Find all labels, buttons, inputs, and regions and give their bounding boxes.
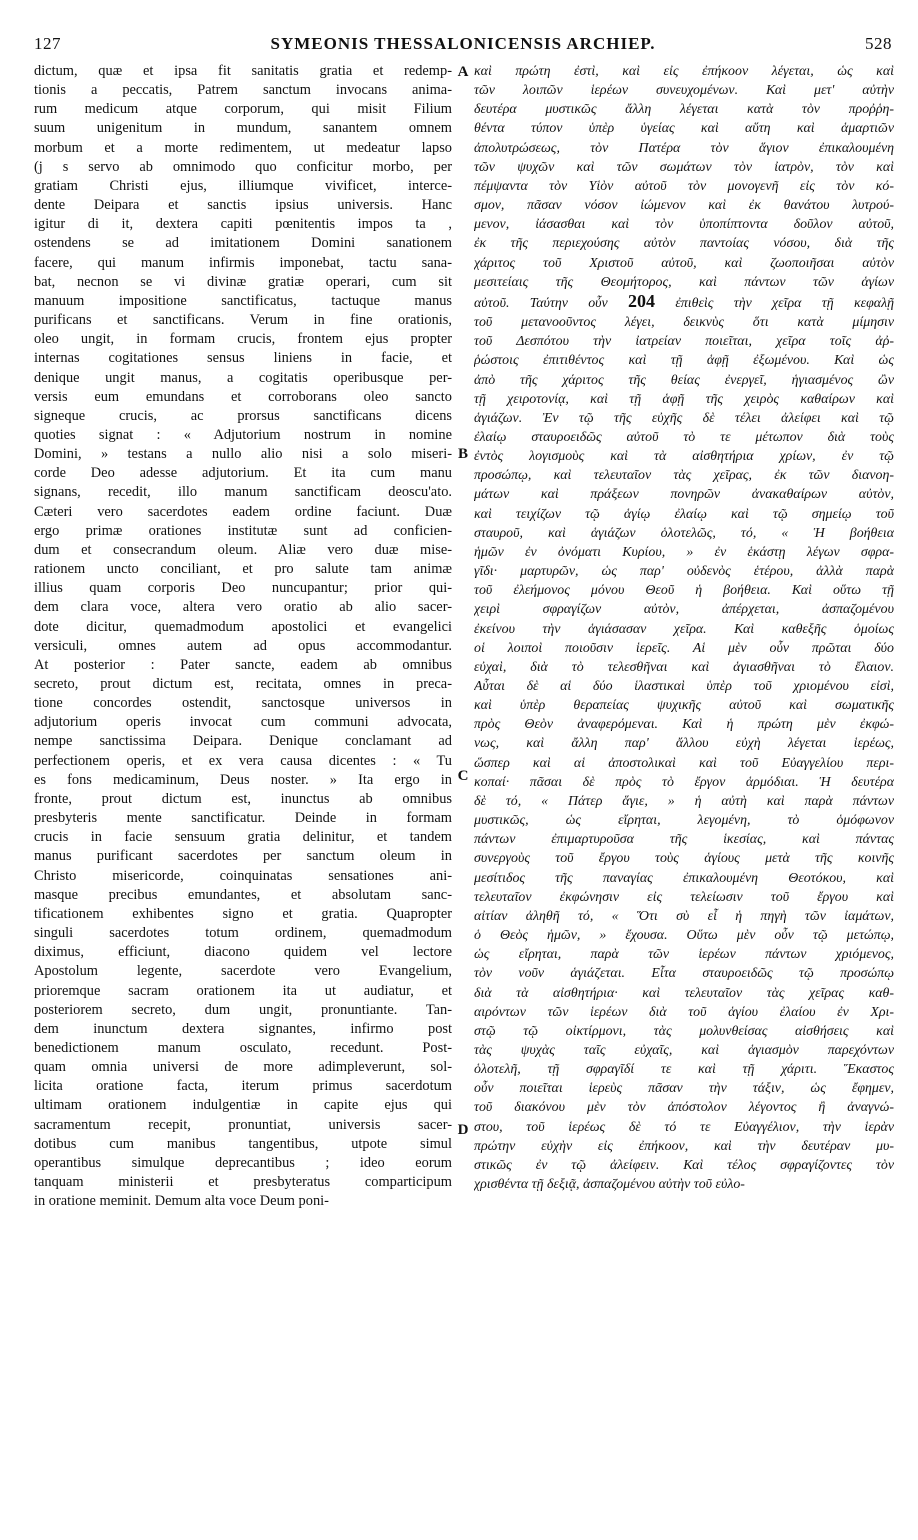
greek-line: μάτων καὶ πράξεων πονηρῶν ἀνακαθαίρων αὐτὸν, bbox=[474, 487, 894, 503]
section-marker-b: B bbox=[457, 446, 468, 462]
latin-line: Domini, » testans a nullo alio nisi a solo miseri- bbox=[34, 446, 452, 463]
latin-line: bat, necnon se vi divinæ gratiæ operari, cum sit bbox=[34, 273, 452, 290]
latin-line: dictum, quæ et ipsa fit sanitatis gratia et redemp- bbox=[34, 63, 452, 79]
latin-line: fronte, prout dictum est, inunctus ab omnibus bbox=[34, 790, 452, 807]
latin-line: oleo ungit, in formam crucis, frontem ejus propter bbox=[34, 331, 452, 348]
latin-line: suum unigenitum in mundum, sanantem omnem bbox=[34, 120, 452, 137]
latin-line: morbum et a morte redimentem, ut medeatur lapso bbox=[34, 139, 452, 156]
greek-line: κοπαί· πᾶσαι δὲ πρὸς τὸ ἔργον ἁρμόδιαι. Ἡ δευτέρα bbox=[474, 774, 894, 790]
latin-line: internas cogitationes sensus liniens in facie, et bbox=[34, 350, 452, 367]
latin-line: ergo primæ orationes institutæ sunt ad conficien- bbox=[34, 522, 452, 539]
latin-line: adjutorium operis invocat cum communi advocata, bbox=[34, 714, 452, 731]
greek-line: χάριτος τοῦ Χριστοῦ αὐτοῦ, καὶ ζωοποιῆσαι αὐτὸν bbox=[474, 255, 894, 271]
latin-line: gratiam Christi ejus, illiumque vivificet, interce- bbox=[34, 177, 452, 194]
greek-line: ἐντὸς λογισμοὺς καὶ τὰ αἰσθητήρια χρίων, ἐν τῷ bbox=[474, 449, 894, 465]
latin-line: facere, qui manum infirmis imponebat, tactu sana- bbox=[34, 254, 452, 271]
latin-line: prioremque sacram orationem ita ut audiatur, et bbox=[34, 982, 452, 999]
greek-line: αιρόντων τῶν ἱερέων διὰ τοῦ ἁγίου ἐλαίου ἐν Χρι- bbox=[474, 1004, 894, 1020]
greek-line: μυστικῶς, ὡς εἴρηται, λεγομένη, τὸ ὁμόφωνον bbox=[474, 813, 894, 829]
latin-line: masque precibus emundantes, et absolutam sanc- bbox=[34, 886, 452, 903]
greek-line: αἰτίαν ἀληθῆ τό, « Ὅτι σὺ εἶ ἡ πηγὴ τῶν ἰαμάτων, bbox=[474, 908, 894, 924]
latin-line: posteriorem secreto, dum ungit, pronuntiante. Tan- bbox=[34, 1001, 452, 1018]
greek-line: μεσιτείαις τῆς Θεομήτορος, καὶ πάντων τῶν ἁγίων bbox=[474, 274, 894, 290]
page-header bbox=[34, 34, 892, 56]
latin-line: signeque crucis, ac prorsus sanctificans dicens bbox=[34, 407, 452, 424]
latin-line: secreto, prout dictum est, recitata, omnes in preca- bbox=[34, 676, 452, 692]
latin-line: dum et consecrandum oleum. Aliæ vero duæ mise- bbox=[34, 541, 452, 558]
latin-line: presbyteris mente sanctificatur. Deinde in formam bbox=[34, 810, 452, 827]
latin-line: Cæteri vero sacerdotes eadem ordine faciunt. Duæ bbox=[34, 503, 452, 520]
latin-line: Apostolum legente, sacerdote vero Evangelium, bbox=[34, 963, 452, 980]
latin-line: tionis a peccatis, Patrem sanctum invocans anima- bbox=[34, 82, 452, 99]
latin-line: illius quam corporis Deo nuncupantur; prior qui- bbox=[34, 580, 452, 597]
latin-line: versiculi, omnes autem ad opus accommodantur. bbox=[34, 637, 452, 654]
greek-line: τῶν ψυχῶν καὶ τῶν σωμάτων τὸν ἰατρὸν, τὸν καὶ bbox=[474, 159, 894, 175]
greek-line: πέμψαντα τὸν Υἱὸν αὐτοῦ τὸν μονογενῆ εἰς τὸν κό- bbox=[474, 178, 894, 194]
section-marker-a: A bbox=[457, 64, 469, 80]
greek-line: ὡς εἴρηται, παρὰ τῶν ἱερέων πάντων χριόμενος, bbox=[474, 947, 894, 963]
greek-line: στῷ τῷ οἰκτίρμονι, τὰς μολυνθείσας αἰσθήσεις καὶ bbox=[474, 1023, 894, 1039]
page-number-left: 127 bbox=[34, 34, 61, 53]
greek-line: πάντων ἐπιμαρτυροῦσα τῆς ἱκεσίας, καὶ πάντας bbox=[474, 832, 894, 848]
section-marker-c: C bbox=[457, 768, 469, 784]
greek-line: μενον, ἰάσασθαι καὶ τὸν ὑποπίπτοντα δοῦλον αὐτοῦ, bbox=[474, 217, 894, 233]
greek-column bbox=[474, 62, 894, 1522]
latin-line: ultimam orationem indulgentiæ in capite ejus qui bbox=[34, 1097, 452, 1114]
latin-line: operantibus simulque deprecantibus ; ideo eorum bbox=[34, 1154, 452, 1171]
greek-line: μεσίτιδος τῆς παναγίας ἐπικαλουμένη Θεοτόκου, καὶ bbox=[474, 870, 894, 886]
latin-line: singuli sacerdotes totum ordinem, quemadmodum bbox=[34, 925, 452, 942]
greek-line: δευτέρα μυστικῶς ἄλλη λέγεται κατὰ τὸν προῤῥη- bbox=[474, 102, 894, 118]
latin-line: Christo misericorde, coinquinatas sensationes ani- bbox=[34, 867, 452, 884]
greek-line: ἐκείνου τὴν ἁγιάσασαν χεῖρα. Καὶ καθεξῆς ὁμοίως bbox=[474, 621, 894, 637]
greek-line: εὐχαὶ, διὰ τὸ τελεσθῆναι καὶ ἁγιασθῆναι τὸ ἔλαιον. bbox=[474, 659, 894, 675]
greek-line: τοῦ Δεσπότου τὴν ἰατρείαν ποιεῖται, χεῖρα τοῖς ἀῤ- bbox=[474, 334, 894, 350]
greek-line: διὰ τὰ αἰσθητήρια· καὶ τελευταῖον τὰς χεῖρας καθ- bbox=[474, 985, 894, 1001]
greek-line-part: αὐτοῦ. Ταύτην οὖν bbox=[474, 295, 608, 311]
greek-line: χρισθέντα τῇ δεξιᾷ, ἀσπαζομένου αὐτὴν τοῦ εὐλο- bbox=[474, 1177, 745, 1193]
greek-line: τὸν νοῦν ἁγιάζεται. Εἶτα σταυροειδῶς τῷ προσώπῳ bbox=[474, 966, 894, 982]
latin-line: crucis in facie sensuum gratia delinitur, et tandem bbox=[34, 829, 452, 846]
greek-line: καὶ ὑπὲρ θεραπείας ψυχικῆς αὐτοῦ καὶ σωματικῆς bbox=[474, 698, 894, 714]
greek-line: ἐλαίῳ σταυροειδῶς αὐτοῦ τὸ τε μέτωπον διὰ τοὺς bbox=[474, 429, 894, 445]
latin-line: perfectionem operis, et ex vera causa dicentes : « Tu bbox=[34, 752, 452, 769]
latin-line: tificationem exhibentes signo et gratia. Quapropter bbox=[34, 905, 452, 922]
greek-line: τελευταῖον ἐκφώνησιν εἰς τελείωσιν τοῦ ἔργου καὶ bbox=[474, 889, 894, 905]
greek-line: θέντα τύπον ὑπὲρ ὑγείας καὶ αὕτη καὶ ἁμαρτιῶν bbox=[474, 121, 894, 137]
greek-line: ἐκ τῆς περιεχούσης αὐτὸν παντοίας νόσου, διὰ τῆς bbox=[474, 236, 894, 252]
latin-line: dem clara voce, altera vero oratio ab alio sacer- bbox=[34, 599, 452, 616]
greek-line: ὁ Θεὸς ἡμῶν, » ἔχουσα. Οὕτω μὲν οὖν τῷ μετώπῳ, bbox=[474, 928, 894, 944]
latin-line: manuum impositione sanctificatus, tactuque manus bbox=[34, 292, 452, 309]
greek-line: στου, τοῦ ἱερέως δὲ τό τε Εὐαγγέλιον, τὴν ἱερὰν bbox=[474, 1119, 894, 1135]
column-number: 204 bbox=[628, 291, 656, 311]
greek-line: χειρὶ σφραγίζων αὐτὸν, ἀπέρχεται, ἀσπαζομένου bbox=[474, 602, 894, 618]
latin-line: denique ungit manus, a cogitatis operibusque per- bbox=[34, 369, 452, 386]
greek-line: ἡμῶν ἐν ὀνόματι Κυρίου, » ἐν ἑκάστῃ λέγων σφρα- bbox=[474, 544, 894, 560]
greek-line: οὖν ποιεῖται ἱερεὺς πᾶσαν τὴν τάξιν, ὡς ἔφημεν, bbox=[474, 1081, 894, 1097]
latin-line: sacramentum recepit, pronuntiat, universis sacer- bbox=[34, 1116, 452, 1133]
greek-line: δὲ τό, « Πάτερ ἅγιε, » ἡ αὐτὴ καὶ παρὰ πάντων bbox=[474, 793, 894, 809]
latin-line: licita oratione facta, iterum primus sacerdotum bbox=[34, 1078, 452, 1095]
greek-line: ὥσπερ καὶ αἱ ἀποστολικαὶ καὶ τοῦ Εὐαγγελίου περι- bbox=[474, 755, 894, 771]
latin-line: benedictionem manum osculato, recedunt. Post- bbox=[34, 1039, 452, 1056]
latin-line: ostendens se ad imitationem Domini sanationem bbox=[34, 235, 452, 252]
greek-line: τοῦ διακόνου μὲν τὸν ἀπόστολον λέγοντος ἢ ἀναγνώ- bbox=[474, 1100, 894, 1116]
greek-line: ἁγιάζων. Ἐν τῷ τῆς εὐχῆς δὲ τέλει ἀλείφει καὶ τῷ bbox=[474, 410, 894, 426]
greek-line: τοῦ ἐλεήμονος μόνου Θεοῦ ἡ βοήθεια. Καὶ οὕτω τῇ bbox=[474, 583, 894, 599]
greek-line: προσώπῳ, καὶ τελευταῖον τὰς χεῖρας, ἐκ τῶν διανοη- bbox=[474, 468, 894, 484]
latin-line: quoties signat : « Adjutorium nostrum in nomine bbox=[34, 426, 452, 443]
greek-line: ὁλοτελῆ, τῇ σφραγῖδί τε καὶ τῇ χάριτι. Ἕκαστος bbox=[474, 1062, 894, 1078]
latin-line: purificans et sanctificans. Verum in fine orationis, bbox=[34, 312, 452, 329]
latin-line: manus purificant sacerdotes per sanctum oleum in bbox=[34, 848, 452, 865]
latin-line: nempe sanctissima Deipara. Denique conclamant ad bbox=[34, 733, 452, 750]
greek-line: γῖδι· μαρτυρῶν, ὡς παρ' οὐδενὸς ἑτέρου, ἀλλὰ παρὰ bbox=[474, 564, 894, 580]
latin-line: dotibus cum manibus tangentibus, utpote simul bbox=[34, 1135, 452, 1152]
greek-line: τὰς ψυχὰς ταῖς εὐχαῖς, καὶ ἁγιασμὸν παρεχόντων bbox=[474, 1042, 894, 1058]
latin-line: corde Deo adesse adjutorium. Et ita cum manu bbox=[34, 465, 452, 482]
greek-line: σμον, πᾶσαν νόσον ἰώμενον καὶ ἐκ θανάτου λυτρού- bbox=[474, 198, 894, 214]
latin-line: rum medicum atque corporum, qui misit Filium bbox=[34, 101, 452, 118]
latin-line: rationem uncto conciliant, et pro salute tam animæ bbox=[34, 561, 452, 578]
latin-line: es fons medicaminum, Deus noster. » Ita ergo in bbox=[34, 771, 452, 788]
greek-line: τῶν λοιπῶν ἱερέων συνευχομένων. Καὶ μετ' αὐτὴν bbox=[474, 83, 894, 99]
greek-line: ἀπὸ τῆς χάριτος τῆς θείας ἐνεργεῖ, ἡγιασμένος ὢν bbox=[474, 372, 894, 388]
greek-line: τῇ χειροτονίᾳ, καὶ τῇ ἁφῇ τῆς χειρὸς καθαίρων καὶ bbox=[474, 391, 894, 407]
latin-line: tanquam ministerii et presbyteratus comparticipum bbox=[34, 1174, 452, 1191]
greek-line: ἀπολυτρώσεως, τὸν Πατέρα τὸν ἅγιον ἐπικαλουμένη bbox=[474, 140, 894, 156]
latin-line: tione concordes ostendit, sanctosque universos in bbox=[34, 695, 452, 712]
running-title: SYMEONIS THESSALONICENSIS ARCHIEP. bbox=[270, 34, 656, 53]
latin-line: At posterior : Pater sancte, eadem ab omnibus bbox=[34, 656, 452, 673]
latin-line: diximus, efficiunt, diacono quidem vel lectore bbox=[34, 944, 452, 961]
latin-line: in oratione meminit. Demum alta voce Deum poni- bbox=[34, 1193, 329, 1210]
greek-line: σταυροῦ, καὶ ἁγιάζων ὁλοτελῶς, τό, « Ἡ βοήθεια bbox=[474, 525, 894, 541]
latin-line: quam omnia universi de more adimpleverunt, sol- bbox=[34, 1059, 452, 1076]
greek-line: καὶ τειχίζων τῷ ἁγίῳ ἐλαίῳ καὶ τῷ σημείῳ τοῦ bbox=[474, 506, 894, 522]
latin-line: dem inunctum dextera signantes, infirmo post bbox=[34, 1020, 452, 1037]
greek-line: νως, καὶ ἄλλη παρ' ἄλλου εὐχὴ λέγεται ἱερέως, bbox=[474, 736, 894, 752]
greek-line: πρώτην εὐχὴν εἰς ἐπήκοον, καὶ τὴν δευτέραν μυ- bbox=[474, 1138, 894, 1154]
page-number-right: 528 bbox=[865, 34, 892, 53]
latin-line: igitur di it, dextera capiti pœnitentis impos ta , bbox=[34, 216, 452, 233]
greek-line: πρὸς Θεὸν ἀναφερόμεναι. Καὶ ἡ πρώτη μὲν ἐκφώ- bbox=[474, 717, 894, 733]
greek-line-part: ἐπιθεὶς τὴν χεῖρα τῇ κεφαλῇ bbox=[675, 295, 894, 311]
greek-line: καὶ πρώτη ἐστὶ, καὶ εἰς ἐπήκοον λέγεται, ὡς καὶ bbox=[474, 64, 894, 79]
section-marker-d: D bbox=[457, 1122, 469, 1138]
latin-line: dote dicitur, quemadmodum apostolici et evangelici bbox=[34, 618, 452, 635]
greek-line: ῥώστοις ἐπιτιθέντος καὶ τῇ ἁφῇ ἐξωμένου. Καὶ ὡς bbox=[474, 353, 894, 369]
latin-column bbox=[34, 62, 452, 1522]
latin-line: (j s servo ab omnimodo quo conficitur morbo, per bbox=[34, 158, 452, 175]
greek-line: Αὗται δὲ αἱ δύο ἱλαστικαὶ ὑπὲρ τοῦ χριομένου εἰσὶ, bbox=[474, 679, 894, 694]
greek-line bbox=[474, 292, 894, 313]
greek-line: οἱ λοιποὶ ποιοῦσιν ἱερεῖς. Αἱ μὲν οὖν πρῶται δύο bbox=[474, 640, 894, 656]
latin-line: versis eum emundans et corroborans oleo sancto bbox=[34, 388, 452, 405]
greek-line: τοῦ μετανοοῦντος λέγει, δεικνὺς ὅτι κατὰ μίμησιν bbox=[474, 315, 894, 331]
latin-line: signans, recedit, illo manum sanctificam deoscu'ato. bbox=[34, 484, 452, 501]
greek-line: συνεργοὺς τοῦ ἔργου τοὺς ἁγίους μετὰ τῆς κοινῆς bbox=[474, 851, 894, 867]
greek-line: στικῶς ἐν τῷ ἀλείφειν. Καὶ τέλος σφραγίζοντες τὸν bbox=[474, 1157, 894, 1173]
latin-line: dente Deipara et sanctis ipsius universis. Hanc bbox=[34, 197, 452, 214]
